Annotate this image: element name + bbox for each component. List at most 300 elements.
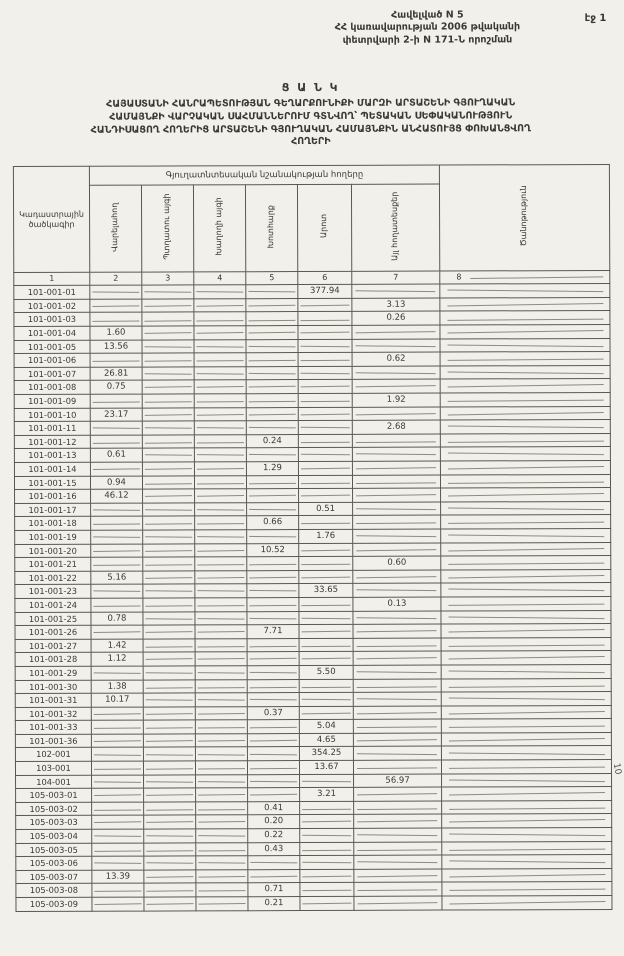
cadastral-code-cell: 101-001-28 [15,653,91,667]
empty-cell [195,734,247,748]
area-value-cell: 0.26 [352,312,440,326]
vineyard-label: Խաղողի այգի [214,197,224,256]
area-value-cell: 1.60 [90,326,142,340]
empty-cell [143,611,195,625]
empty-cell [196,802,248,816]
empty-cell [195,706,247,720]
land-transfer-table [13,164,613,911]
empty-cell [352,325,440,339]
column-number-8: 8 [440,271,610,285]
note-cell [441,651,611,665]
empty-cell [299,692,353,706]
empty-cell [246,448,298,462]
empty-cell [353,706,441,720]
empty-cell [196,815,248,829]
other-lands-label: Այլ հողատեսքեր [390,191,400,261]
empty-cell [143,639,195,653]
empty-cell [298,339,352,353]
cadastral-code-cell: 101-001-07 [14,367,90,381]
empty-cell [354,787,442,801]
empty-cell [144,802,196,816]
empty-cell [194,299,246,313]
cadastral-code-cell: 101-001-36 [15,734,91,748]
appendix-title: Հավելված N 5 [391,9,464,21]
empty-cell [194,339,246,353]
empty-cell [91,707,143,721]
empty-cell [246,407,298,421]
note-cell [440,433,610,447]
empty-cell [90,285,142,299]
cadastral-code-cell: 101-001-04 [14,326,90,340]
empty-cell [195,516,247,530]
area-value-cell: 1.42 [91,639,143,653]
empty-cell [298,380,352,394]
note-cell [441,542,611,556]
empty-cell [247,693,299,707]
empty-cell [298,325,352,339]
area-value-cell: 0.61 [90,448,142,462]
note-cell [441,474,611,488]
empty-cell [195,638,247,652]
empty-cell [144,883,196,897]
cadastral-code-cell: 101-001-08 [14,381,90,395]
document-title: Ց Ա Ն Կ [281,80,340,95]
empty-cell [143,761,195,775]
empty-cell [352,339,440,353]
title-line-3: ՀԱՆԴԻՍԱՑՈՂ ՀՈՂԵՐԻՑ ԱՐՏԱՇԵՆԻ ԳՅՈՒՂԱԿԱՆ ՀԱՄԱՅՆՔԻՆ ԱՆՀԱՏՈՒՅՑ ՓՈԽԱՆՑՎՈՂ [90,122,531,136]
cadastral-code-cell: 105-003-06 [16,856,92,870]
empty-cell [352,434,440,448]
empty-cell [92,788,144,802]
note-cell [442,773,612,787]
empty-cell [143,516,195,530]
empty-cell [247,638,299,652]
note-cell [441,515,611,529]
empty-cell [247,747,299,761]
empty-cell [194,380,246,394]
document-title-block [0,80,623,150]
scanned-document-page [0,9,624,956]
note-cell [442,787,612,801]
empty-cell [247,557,299,571]
empty-cell [246,312,298,326]
cadastral-code-cell: 101-001-16 [15,489,91,503]
empty-cell [194,285,246,299]
cadastral-code-cell: 105-003-05 [16,843,92,857]
empty-cell [90,462,142,476]
empty-cell [352,461,440,475]
empty-cell [195,747,247,761]
empty-cell [92,856,144,870]
empty-cell [144,843,196,857]
empty-cell [354,842,442,856]
empty-cell [142,353,194,367]
cadastral-code-cell: 105-003-08 [16,884,92,898]
empty-cell [143,489,195,503]
empty-cell [247,679,299,693]
area-value-cell: 10.52 [247,543,299,557]
area-value-cell: 33.65 [299,584,353,598]
empty-cell [194,353,246,367]
empty-cell [248,788,300,802]
cadastral-code-cell: 101-001-32 [15,707,91,721]
column-header-vineyard [193,185,245,272]
note-cell [440,420,610,434]
area-value-cell: 13.56 [90,340,142,354]
empty-cell [353,733,441,747]
cadastral-code-cell: 105-003-07 [16,870,92,884]
empty-cell [353,638,441,652]
page-number: էջ 1 [584,12,607,25]
empty-cell [353,747,441,761]
area-value-cell: 0.41 [248,801,300,815]
empty-cell [353,665,441,679]
column-number-7: 7 [352,271,440,284]
cadastral-code-cell: 101-001-13 [14,449,90,463]
empty-cell [300,869,354,883]
empty-cell [195,693,247,707]
empty-cell [92,897,144,911]
empty-cell [144,829,196,843]
empty-cell [299,570,353,584]
empty-cell [300,828,354,842]
empty-cell [143,571,195,585]
cadastral-code-cell: 101-001-31 [15,693,91,707]
empty-cell [195,489,247,503]
cadastral-code-cell: 101-001-29 [15,666,91,680]
empty-cell [195,625,247,639]
empty-cell [142,299,194,313]
empty-cell [247,611,299,625]
empty-cell [353,651,441,665]
empty-cell [300,883,354,897]
column-header-note [439,165,609,272]
note-cell [440,365,610,379]
empty-cell [195,503,247,517]
empty-cell [195,530,247,544]
column-number-4: 4 [194,272,246,285]
empty-cell [299,557,353,571]
area-value-cell: 0.37 [247,706,299,720]
note-cell [442,841,612,855]
empty-cell [91,625,143,639]
empty-cell [246,353,298,367]
empty-cell [91,598,143,612]
empty-cell [91,516,143,530]
empty-cell [144,856,196,870]
cadastral-code-cell: 101-001-25 [15,612,91,626]
empty-cell [353,529,441,543]
title-line-2: ՀԱՄԱՅՆՔԻ ՎԱՐՉԱԿԱՆ ՍԱՀՄԱՆՆԵՐՈՒՄ ԳՏՆՎՈՂ՝ ՊԵՏԱԿԱՆ ՍԵՓԱԿԱՆՈՒԹՅՈՒՆ [109,110,513,123]
empty-cell [194,462,246,476]
empty-cell [194,421,246,435]
empty-cell [247,652,299,666]
empty-cell [142,421,194,435]
empty-cell [298,312,352,326]
note-cell [442,895,612,909]
empty-cell [92,829,144,843]
empty-cell [354,814,442,828]
empty-cell [354,896,442,910]
cadastral-code-cell: 101-001-30 [15,680,91,694]
empty-cell [91,584,143,598]
empty-cell [195,570,247,584]
empty-cell [247,720,299,734]
empty-cell [354,828,442,842]
cadastral-code-cell: 101-001-24 [15,598,91,612]
note-cell [440,352,610,366]
area-value-cell: 7.71 [247,625,299,639]
area-value-cell: 0.22 [248,829,300,843]
empty-cell [91,530,143,544]
empty-cell [195,543,247,557]
empty-cell [92,775,144,789]
empty-cell [354,801,442,815]
empty-cell [247,665,299,679]
area-value-cell: 13.67 [299,760,353,774]
area-value-cell: 0.60 [353,556,441,570]
area-value-cell: 0.13 [353,597,441,611]
title-line-1: ՀԱՅԱՍՏԱՆԻ ՀԱՆՐԱՊԵՏՈՒԹՅԱՆ ԳԵՂԱՐՔՈՒՆԻՔԻ ՄԱՐԶԻ ԱՐՏԱՇԵՆԻ ԳՅՈՒՂԱԿԱՆ [106,97,516,110]
note-cell [440,338,610,352]
empty-cell [246,421,298,435]
area-value-cell: 0.94 [90,476,142,490]
empty-cell [195,598,247,612]
area-value-cell: 5.16 [91,571,143,585]
column-number-5: 5 [246,272,298,285]
note-header-label: Ծանոթություն [519,185,529,247]
column-header-cadastral-code: Կադաստրային ծածկագիր [13,167,89,273]
cadastral-code-cell: 101-001-01 [14,286,90,300]
cadastral-code-cell: 102-001 [15,748,91,762]
government-decree-line1: ՀՀ կառավարության 2006 թվականի [334,21,521,34]
empty-cell [354,882,442,896]
column-header-arable [89,185,141,272]
empty-cell [91,720,143,734]
note-cell [441,460,611,474]
empty-cell [299,652,353,666]
empty-cell [142,367,194,381]
empty-cell [247,502,299,516]
empty-cell [298,298,352,312]
empty-cell [246,394,298,408]
cadastral-code-cell: 101-001-10 [14,408,90,422]
scan-artifact-mark: 10 [610,762,623,776]
cadastral-code-cell: 101-001-27 [15,639,91,653]
area-value-cell: 23.17 [90,408,142,422]
note-cell [441,488,611,502]
empty-cell [299,706,353,720]
cadastral-code-cell: 101-001-05 [14,340,90,354]
note-cell [441,705,611,719]
empty-cell [298,366,352,380]
cadastral-code-cell: 105-003-04 [16,829,92,843]
empty-cell [352,379,440,393]
area-value-cell: 0.24 [246,434,298,448]
empty-cell [144,897,196,911]
empty-cell [298,461,352,475]
orchard-label: Պտղատու այգի [162,193,172,260]
empty-cell [143,543,195,557]
empty-cell [352,447,440,461]
empty-cell [142,340,194,354]
empty-cell [143,584,195,598]
empty-cell [194,367,246,381]
cadastral-code-cell: 101-001-20 [15,544,91,558]
empty-cell [90,394,142,408]
cadastral-code-cell: 101-001-33 [15,721,91,735]
empty-cell [299,543,353,557]
area-value-cell: 0.51 [299,502,353,516]
empty-cell [353,719,441,733]
area-value-cell: 1.29 [246,462,298,476]
cadastral-code-cell: 101-001-03 [14,313,90,327]
cadastral-code-cell: 105-003-02 [16,802,92,816]
empty-cell [247,530,299,544]
note-cell [441,569,611,583]
empty-cell [352,366,440,380]
cadastral-code-cell: 101-001-23 [15,585,91,599]
empty-cell [298,421,352,435]
empty-cell [352,284,440,298]
empty-cell [90,421,142,435]
empty-cell [299,638,353,652]
empty-cell [298,393,352,407]
empty-cell [196,897,248,911]
area-value-cell: 1.76 [299,529,353,543]
empty-cell [143,530,195,544]
area-value-cell: 0.75 [90,381,142,395]
column-number-3: 3 [142,272,194,285]
empty-cell [91,503,143,517]
note-cell [440,406,610,420]
cadastral-code-cell: 101-001-21 [15,557,91,571]
column-number-2: 2 [90,272,142,285]
note-cell [440,447,610,461]
area-value-cell: 0.71 [248,883,300,897]
note-cell [441,596,611,610]
column-number-6: 6 [298,272,352,285]
column-header-other-lands [351,184,439,271]
column-header-hayfield [245,185,297,272]
empty-cell [91,544,143,558]
empty-cell [142,312,194,326]
note-cell [441,637,611,651]
empty-cell [353,570,441,584]
empty-cell [247,761,299,775]
area-value-cell: 0.20 [248,815,300,829]
empty-cell [352,407,440,421]
table-body [14,284,612,911]
note-cell [442,868,612,882]
empty-cell [143,652,195,666]
empty-cell [194,448,246,462]
note-cell [441,528,611,542]
empty-cell [196,842,248,856]
empty-cell [90,313,142,327]
empty-cell [353,624,441,638]
area-value-cell: 0.78 [91,612,143,626]
cadastral-code-cell: 105-003-01 [16,789,92,803]
area-value-cell: 5.04 [299,720,353,734]
empty-cell [300,856,354,870]
empty-cell [298,434,352,448]
empty-cell [248,774,300,788]
empty-cell [353,502,441,516]
cadastral-code-cell: 105-003-03 [16,816,92,830]
cadastral-code-cell: 101-001-18 [15,517,91,531]
empty-cell [246,285,298,299]
note-cell [440,297,610,311]
empty-cell [92,802,144,816]
empty-cell [353,583,441,597]
empty-cell [143,625,195,639]
empty-cell [143,747,195,761]
empty-cell [92,843,144,857]
note-cell [442,800,612,814]
empty-cell [196,788,248,802]
empty-cell [91,761,143,775]
cadastral-code-cell: 101-001-17 [15,503,91,517]
empty-cell [196,774,248,788]
appendix-header [277,9,577,47]
empty-cell [246,380,298,394]
cadastral-code-cell: 101-001-15 [14,476,90,490]
empty-cell [142,476,194,490]
empty-cell [91,666,143,680]
empty-cell [247,584,299,598]
empty-cell [195,666,247,680]
empty-cell [142,462,194,476]
note-cell [442,760,612,774]
group-header-agricultural-lands: Գյուղատնտեսական նշանակության հողերը [89,165,439,185]
empty-cell [299,516,353,530]
area-value-cell: 377.94 [298,285,352,299]
area-value-cell: 13.39 [92,870,144,884]
empty-cell [144,870,196,884]
empty-cell [353,760,441,774]
note-cell [442,882,612,896]
empty-cell [195,557,247,571]
empty-cell [142,435,194,449]
empty-cell [91,734,143,748]
empty-cell [247,570,299,584]
area-value-cell: 0.66 [247,516,299,530]
note-cell [441,624,611,638]
cadastral-code-cell: 101-001-12 [14,435,90,449]
empty-cell [299,611,353,625]
empty-cell [143,598,195,612]
empty-cell [195,584,247,598]
empty-cell [299,489,353,503]
empty-cell [353,515,441,529]
empty-cell [144,775,196,789]
area-value-cell: 4.65 [299,733,353,747]
area-value-cell: 26.81 [90,367,142,381]
empty-cell [196,870,248,884]
empty-cell [300,896,354,910]
empty-cell [196,829,248,843]
empty-cell [298,353,352,367]
empty-cell [91,557,143,571]
hayfield-label: Խոտհարք [266,204,276,249]
empty-cell [299,624,353,638]
note-cell [441,583,611,597]
empty-cell [247,733,299,747]
empty-cell [194,312,246,326]
empty-cell [92,883,144,897]
title-line-4: ՀՈՂԵՐԻ [291,136,331,148]
